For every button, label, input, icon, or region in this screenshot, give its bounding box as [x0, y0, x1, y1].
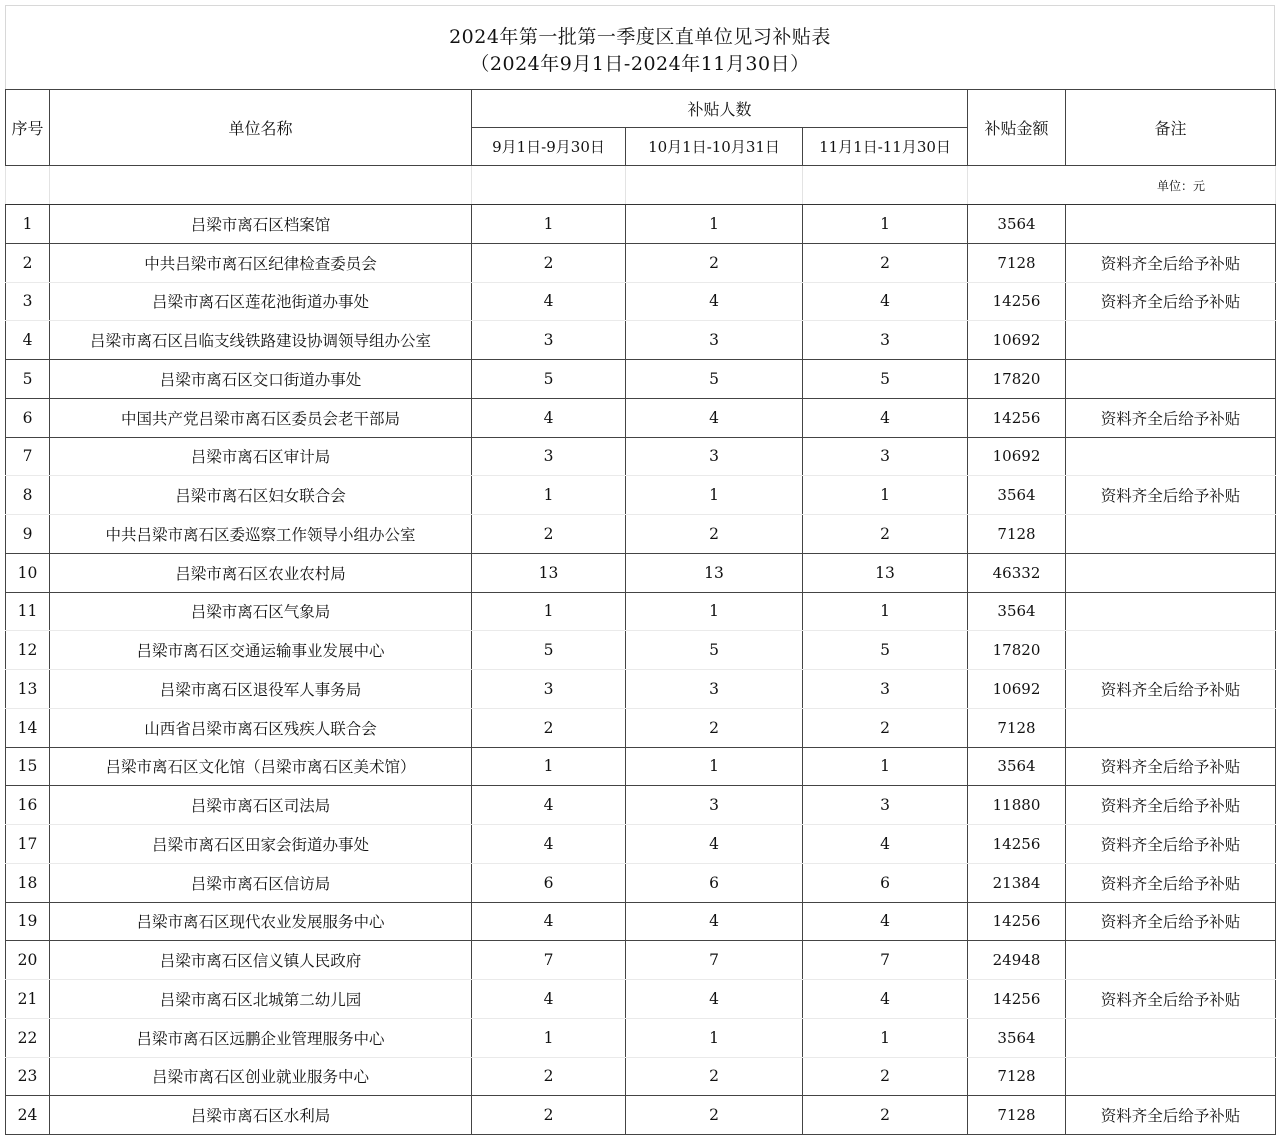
- row-september-count: 3: [472, 670, 626, 709]
- row-remark: [1066, 631, 1276, 670]
- row-november-count: 5: [803, 631, 968, 670]
- row-november-count: 1: [803, 1018, 968, 1057]
- row-remark: 资料齐全后给予补贴: [1066, 670, 1276, 709]
- row-unit-name: 吕梁市离石区农业农村局: [50, 553, 472, 592]
- row-subsidy-amount: 7128: [968, 708, 1066, 747]
- row-remark: 资料齐全后给予补贴: [1066, 747, 1276, 786]
- row-november-count: 1: [803, 205, 968, 244]
- row-november-count: 4: [803, 825, 968, 864]
- table-row: [6, 1057, 1276, 1096]
- row-unit-name: 吕梁市离石区退役军人事务局: [50, 670, 472, 709]
- row-subsidy-amount: 17820: [968, 360, 1066, 399]
- table-row: [6, 980, 1276, 1019]
- row-subsidy-amount: 17820: [968, 631, 1066, 670]
- row-index: 12: [6, 631, 50, 670]
- row-remark: 资料齐全后给予补贴: [1066, 1096, 1276, 1135]
- row-remark: 资料齐全后给予补贴: [1066, 863, 1276, 902]
- table-row: [6, 398, 1276, 437]
- row-index: 9: [6, 515, 50, 554]
- table-row: [6, 282, 1276, 321]
- row-remark: 资料齐全后给予补贴: [1066, 786, 1276, 825]
- row-october-count: 1: [626, 476, 803, 515]
- row-october-count: 13: [626, 553, 803, 592]
- row-unit-name: 吕梁市离石区司法局: [50, 786, 472, 825]
- row-november-count: 4: [803, 398, 968, 437]
- table-row: [6, 902, 1276, 941]
- row-index: 1: [6, 205, 50, 244]
- row-september-count: 2: [472, 1096, 626, 1135]
- table-row: [6, 553, 1276, 592]
- row-index: 17: [6, 825, 50, 864]
- row-index: 23: [6, 1057, 50, 1096]
- row-remark: 资料齐全后给予补贴: [1066, 980, 1276, 1019]
- row-october-count: 2: [626, 708, 803, 747]
- table-row: [6, 437, 1276, 476]
- header-row-1: [6, 90, 1276, 128]
- row-unit-name: 吕梁市离石区莲花池街道办事处: [50, 282, 472, 321]
- row-subsidy-amount: 46332: [968, 553, 1066, 592]
- row-subsidy-amount: 7128: [968, 1096, 1066, 1135]
- row-index: 14: [6, 708, 50, 747]
- row-subsidy-amount: 10692: [968, 670, 1066, 709]
- row-subsidy-amount: 14256: [968, 282, 1066, 321]
- row-unit-name: 吕梁市离石区水利局: [50, 1096, 472, 1135]
- row-subsidy-amount: 10692: [968, 321, 1066, 360]
- row-subsidy-amount: 24948: [968, 941, 1066, 980]
- row-unit-name: 吕梁市离石区远鹏企业管理服务中心: [50, 1018, 472, 1057]
- row-november-count: 1: [803, 747, 968, 786]
- row-september-count: 1: [472, 747, 626, 786]
- row-remark: 资料齐全后给予补贴: [1066, 398, 1276, 437]
- row-september-count: 2: [472, 1057, 626, 1096]
- header-subsidy-amount: 补贴金额: [968, 90, 1066, 166]
- row-october-count: 3: [626, 670, 803, 709]
- row-remark: [1066, 1018, 1276, 1057]
- row-subsidy-amount: 14256: [968, 398, 1066, 437]
- page-subtitle-date-range: （2024年9月1日-2024年11月30日）: [470, 53, 810, 75]
- table-row: [6, 243, 1276, 282]
- row-october-count: 6: [626, 863, 803, 902]
- row-november-count: 2: [803, 243, 968, 282]
- row-september-count: 4: [472, 902, 626, 941]
- row-index: 20: [6, 941, 50, 980]
- row-unit-name: 中国共产党吕梁市离石区委员会老干部局: [50, 398, 472, 437]
- table-row: [6, 515, 1276, 554]
- row-subsidy-amount: 10692: [968, 437, 1066, 476]
- row-october-count: 5: [626, 360, 803, 399]
- row-october-count: 4: [626, 902, 803, 941]
- row-november-count: 3: [803, 437, 968, 476]
- row-subsidy-amount: 7128: [968, 1057, 1066, 1096]
- row-october-count: 2: [626, 243, 803, 282]
- row-september-count: 3: [472, 321, 626, 360]
- row-september-count: 7: [472, 941, 626, 980]
- row-remark: 资料齐全后给予补贴: [1066, 476, 1276, 515]
- row-november-count: 13: [803, 553, 968, 592]
- row-september-count: 1: [472, 476, 626, 515]
- table-row: [6, 747, 1276, 786]
- row-october-count: 3: [626, 321, 803, 360]
- row-september-count: 1: [472, 592, 626, 631]
- row-remark: [1066, 553, 1276, 592]
- row-remark: [1066, 592, 1276, 631]
- row-remark: [1066, 708, 1276, 747]
- table-row: [6, 670, 1276, 709]
- table-row: [6, 786, 1276, 825]
- row-october-count: 2: [626, 1096, 803, 1135]
- row-november-count: 1: [803, 476, 968, 515]
- row-september-count: 4: [472, 786, 626, 825]
- row-october-count: 1: [626, 747, 803, 786]
- table-body: [6, 205, 1276, 1135]
- row-september-count: 2: [472, 708, 626, 747]
- row-index: 11: [6, 592, 50, 631]
- table-row: [6, 631, 1276, 670]
- table-row: [6, 863, 1276, 902]
- row-september-count: 4: [472, 398, 626, 437]
- row-october-count: 4: [626, 282, 803, 321]
- row-remark: [1066, 1057, 1276, 1096]
- row-september-count: 4: [472, 282, 626, 321]
- table-row: [6, 321, 1276, 360]
- row-remark: [1066, 515, 1276, 554]
- row-index: 16: [6, 786, 50, 825]
- row-september-count: 2: [472, 515, 626, 554]
- row-unit-name: 吕梁市离石区交通运输事业发展中心: [50, 631, 472, 670]
- row-subsidy-amount: 3564: [968, 476, 1066, 515]
- row-subsidy-amount: 3564: [968, 1018, 1066, 1057]
- table-row: [6, 476, 1276, 515]
- row-unit-name: 中共吕梁市离石区委巡察工作领导小组办公室: [50, 515, 472, 554]
- row-october-count: 4: [626, 825, 803, 864]
- row-november-count: 1: [803, 592, 968, 631]
- row-november-count: 2: [803, 1096, 968, 1135]
- header-unit-name: 单位名称: [50, 90, 472, 166]
- row-unit-name: 吕梁市离石区信访局: [50, 863, 472, 902]
- row-november-count: 5: [803, 360, 968, 399]
- row-october-count: 4: [626, 398, 803, 437]
- header-remarks: 备注: [1066, 90, 1276, 166]
- row-index: 2: [6, 243, 50, 282]
- row-unit-name: 吕梁市离石区妇女联合会: [50, 476, 472, 515]
- table-row: [6, 708, 1276, 747]
- table-row: [6, 592, 1276, 631]
- row-remark: [1066, 205, 1276, 244]
- row-subsidy-amount: 11880: [968, 786, 1066, 825]
- row-remark: 资料齐全后给予补贴: [1066, 902, 1276, 941]
- row-october-count: 4: [626, 980, 803, 1019]
- row-unit-name: 吕梁市离石区档案馆: [50, 205, 472, 244]
- subsidy-sheet: [5, 0, 1275, 1135]
- row-subsidy-amount: 14256: [968, 825, 1066, 864]
- row-subsidy-amount: 3564: [968, 592, 1066, 631]
- row-index: 6: [6, 398, 50, 437]
- row-november-count: 7: [803, 941, 968, 980]
- row-subsidy-amount: 7128: [968, 243, 1066, 282]
- row-unit-name: 吕梁市离石区创业就业服务中心: [50, 1057, 472, 1096]
- header-subsidy-people: 补贴人数: [472, 90, 968, 128]
- row-september-count: 13: [472, 553, 626, 592]
- unit-label: 单位：元: [968, 166, 1276, 205]
- subsidy-table: [5, 89, 1276, 1135]
- row-october-count: 7: [626, 941, 803, 980]
- row-index: 19: [6, 902, 50, 941]
- row-unit-name: 山西省吕梁市离石区残疾人联合会: [50, 708, 472, 747]
- row-unit-name: 吕梁市离石区田家会街道办事处: [50, 825, 472, 864]
- row-november-count: 3: [803, 670, 968, 709]
- row-index: 13: [6, 670, 50, 709]
- row-unit-name: 中共吕梁市离石区纪律检查委员会: [50, 243, 472, 282]
- unit-row: [6, 166, 1276, 205]
- table-row: [6, 205, 1276, 244]
- row-index: 22: [6, 1018, 50, 1057]
- header-october: 10月1日-10月31日: [626, 128, 803, 166]
- row-index: 15: [6, 747, 50, 786]
- row-september-count: 5: [472, 360, 626, 399]
- table-row: [6, 941, 1276, 980]
- row-unit-name: 吕梁市离石区信义镇人民政府: [50, 941, 472, 980]
- row-october-count: 3: [626, 437, 803, 476]
- row-remark: [1066, 437, 1276, 476]
- row-remark: [1066, 941, 1276, 980]
- row-index: 10: [6, 553, 50, 592]
- row-october-count: 1: [626, 1018, 803, 1057]
- row-subsidy-amount: 14256: [968, 902, 1066, 941]
- row-unit-name: 吕梁市离石区气象局: [50, 592, 472, 631]
- row-index: 24: [6, 1096, 50, 1135]
- row-remark: 资料齐全后给予补贴: [1066, 243, 1276, 282]
- header-september: 9月1日-9月30日: [472, 128, 626, 166]
- row-november-count: 4: [803, 902, 968, 941]
- table-row: [6, 360, 1276, 399]
- row-subsidy-amount: 21384: [968, 863, 1066, 902]
- row-november-count: 6: [803, 863, 968, 902]
- row-november-count: 4: [803, 980, 968, 1019]
- row-remark: [1066, 321, 1276, 360]
- row-index: 21: [6, 980, 50, 1019]
- row-index: 8: [6, 476, 50, 515]
- row-september-count: 6: [472, 863, 626, 902]
- row-unit-name: 吕梁市离石区现代农业发展服务中心: [50, 902, 472, 941]
- table-row: [6, 825, 1276, 864]
- row-subsidy-amount: 3564: [968, 205, 1066, 244]
- row-september-count: 1: [472, 205, 626, 244]
- row-november-count: 2: [803, 1057, 968, 1096]
- row-index: 7: [6, 437, 50, 476]
- row-september-count: 4: [472, 825, 626, 864]
- row-subsidy-amount: 7128: [968, 515, 1066, 554]
- row-november-count: 2: [803, 515, 968, 554]
- row-september-count: 5: [472, 631, 626, 670]
- row-subsidy-amount: 3564: [968, 747, 1066, 786]
- row-september-count: 4: [472, 980, 626, 1019]
- table-row: [6, 1096, 1276, 1135]
- row-unit-name: 吕梁市离石区吕临支线铁路建设协调领导组办公室: [50, 321, 472, 360]
- row-september-count: 2: [472, 243, 626, 282]
- row-subsidy-amount: 14256: [968, 980, 1066, 1019]
- row-november-count: 2: [803, 708, 968, 747]
- row-unit-name: 吕梁市离石区北城第二幼儿园: [50, 980, 472, 1019]
- row-september-count: 3: [472, 437, 626, 476]
- row-remark: 资料齐全后给予补贴: [1066, 825, 1276, 864]
- row-november-count: 3: [803, 321, 968, 360]
- table-row: [6, 1018, 1276, 1057]
- row-unit-name: 吕梁市离石区文化馆（吕梁市离石区美术馆）: [50, 747, 472, 786]
- row-november-count: 4: [803, 282, 968, 321]
- header-index: 序号: [6, 90, 50, 166]
- row-unit-name: 吕梁市离石区审计局: [50, 437, 472, 476]
- row-september-count: 1: [472, 1018, 626, 1057]
- header-november: 11月1日-11月30日: [803, 128, 968, 166]
- page-title: 2024年第一批第一季度区直单位见习补贴表: [449, 26, 831, 48]
- row-index: 18: [6, 863, 50, 902]
- row-remark: 资料齐全后给予补贴: [1066, 282, 1276, 321]
- row-index: 5: [6, 360, 50, 399]
- row-unit-name: 吕梁市离石区交口街道办事处: [50, 360, 472, 399]
- row-october-count: 2: [626, 515, 803, 554]
- row-october-count: 1: [626, 205, 803, 244]
- row-october-count: 1: [626, 592, 803, 631]
- row-index: 4: [6, 321, 50, 360]
- row-october-count: 3: [626, 786, 803, 825]
- row-november-count: 3: [803, 786, 968, 825]
- row-october-count: 2: [626, 1057, 803, 1096]
- row-october-count: 5: [626, 631, 803, 670]
- title-block: [5, 5, 1275, 89]
- row-remark: [1066, 360, 1276, 399]
- row-index: 3: [6, 282, 50, 321]
